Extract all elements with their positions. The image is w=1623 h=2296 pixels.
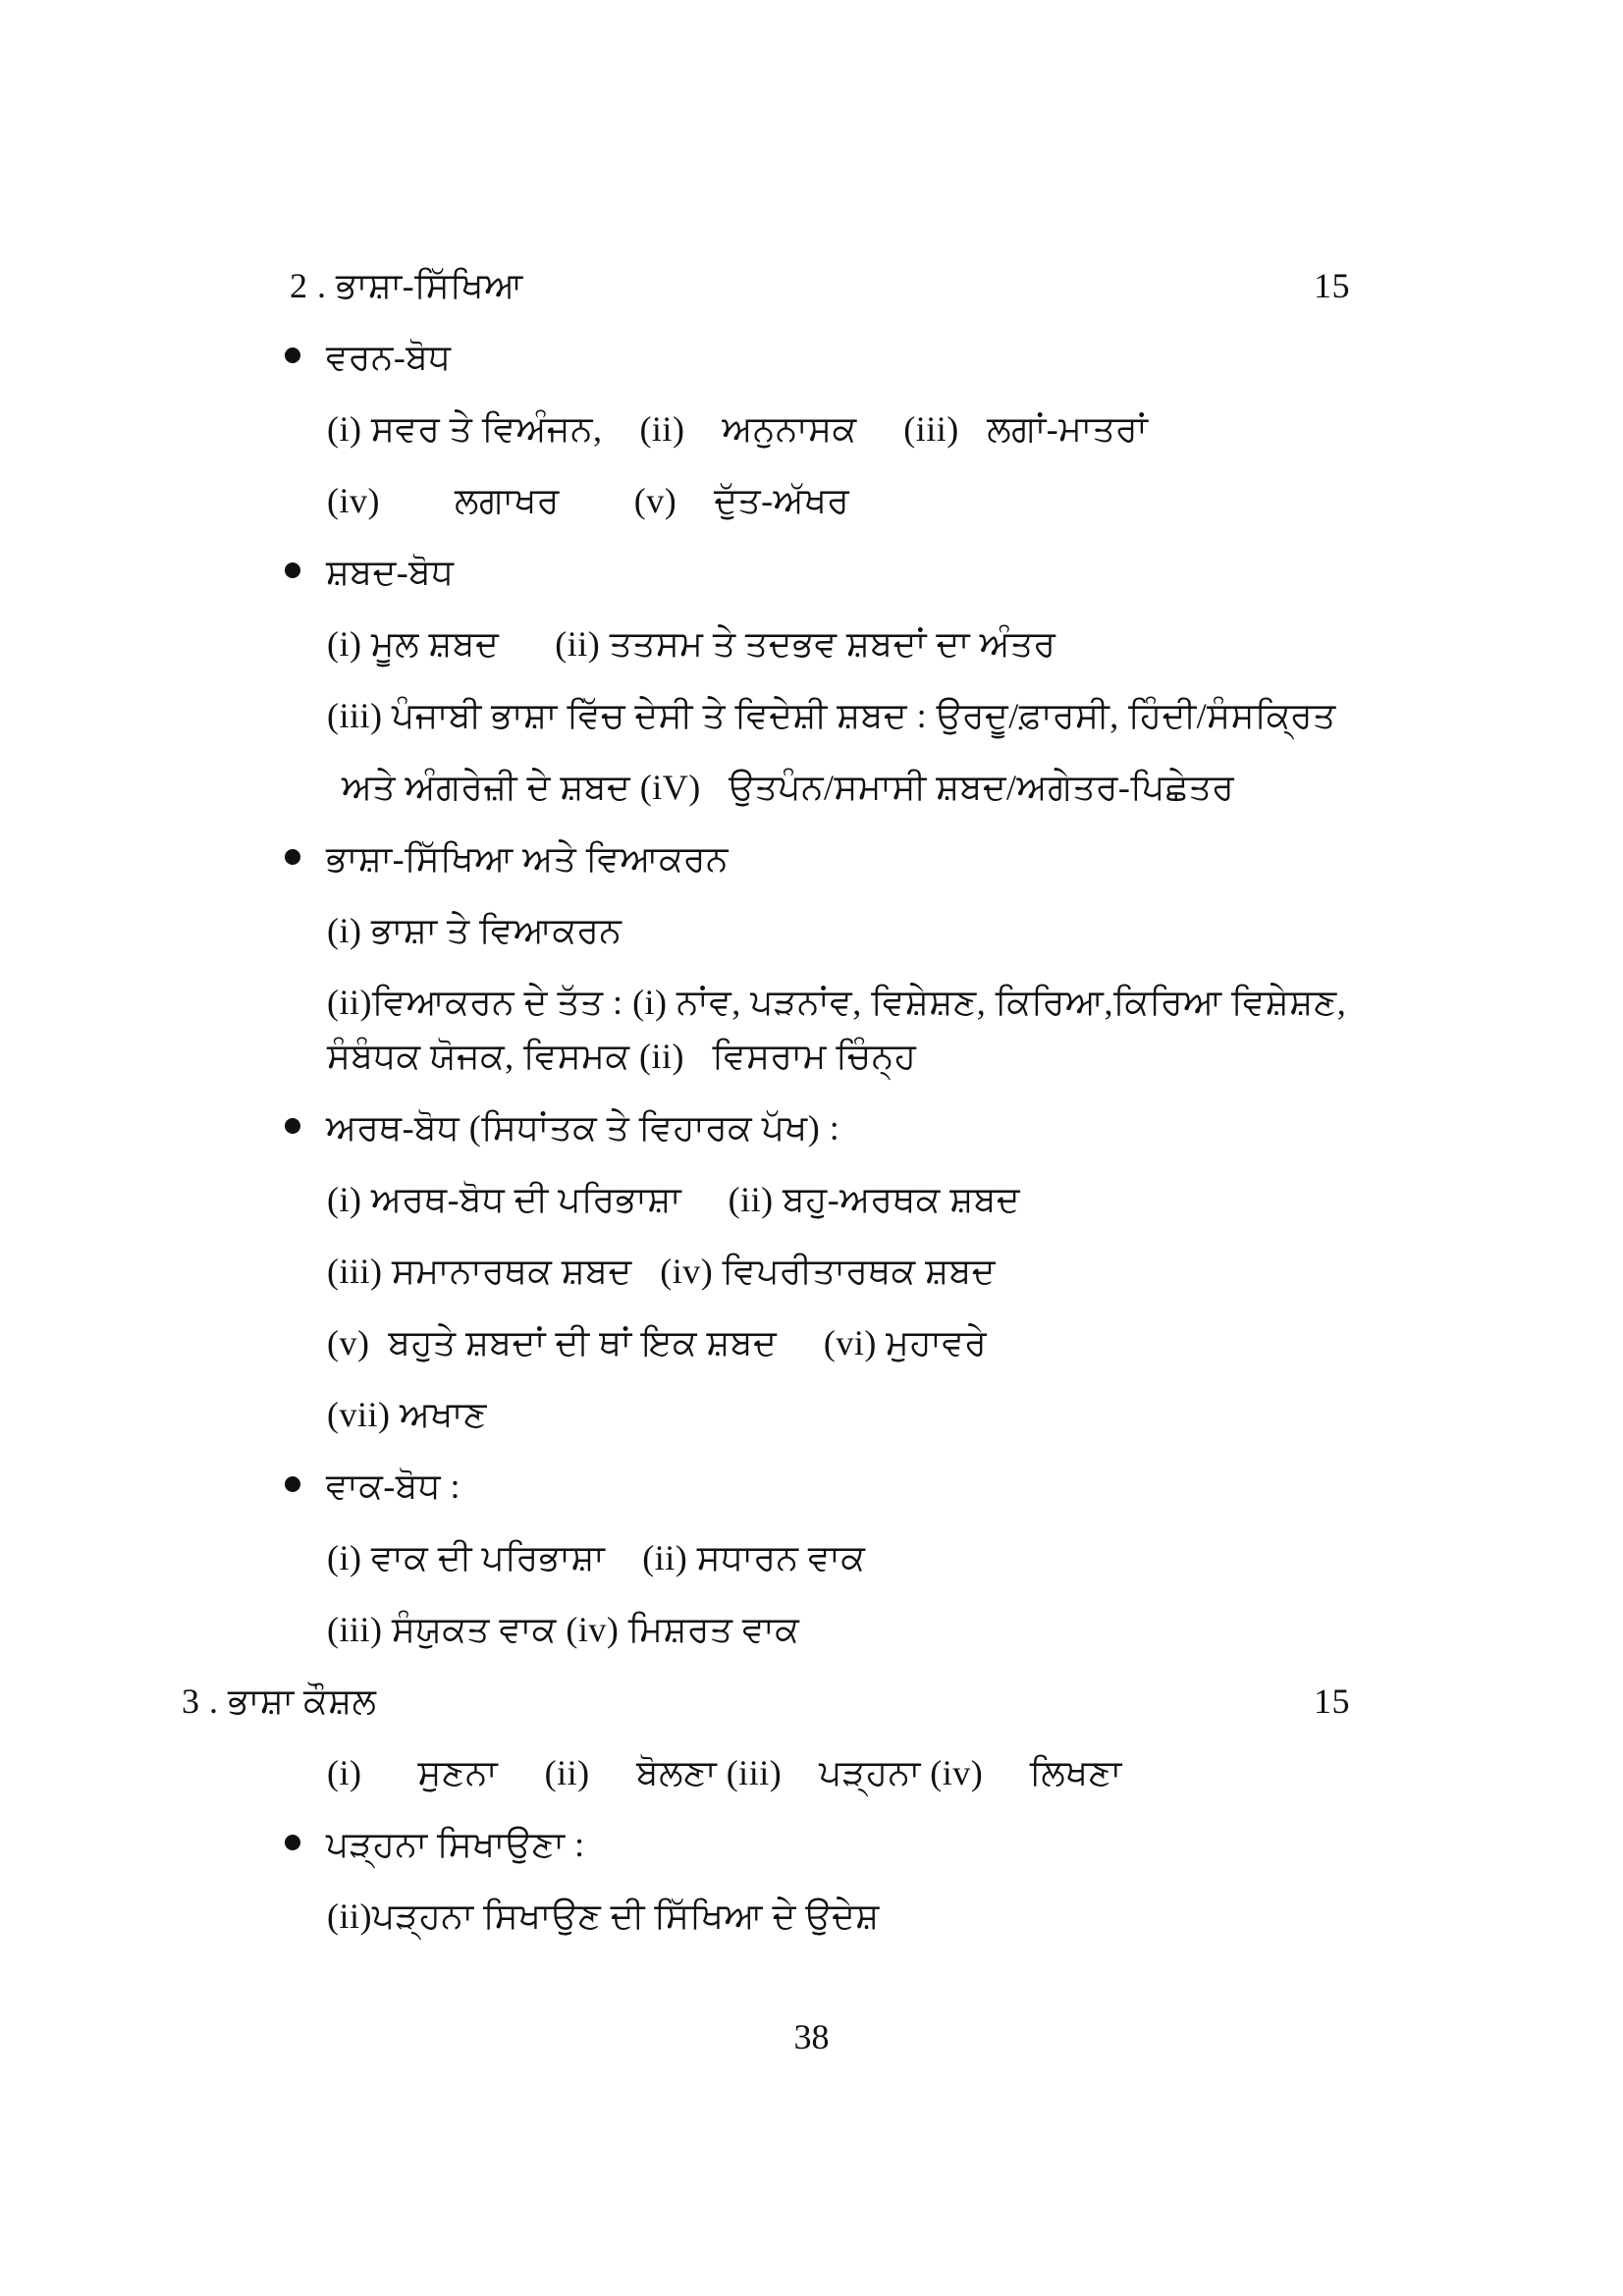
- line-text: 3 . ਭਾਸ਼ਾ ਕੌਸ਼ਲ: [182, 1682, 377, 1721]
- line-text: ਅਤੇ ਅੰਗਰੇਜ਼ੀ ਦੇ ਸ਼ਬਦ (iV) ਉਤਪੰਨ/ਸਮਾਸੀ ਸ਼ਬਦ/ਅਗੇਤਰ-ਪਿਛੇਤਰ: [342, 768, 1235, 807]
- line-text: (v) ਬਹੁਤੇ ਸ਼ਬਦਾਂ ਦੀ ਥਾਂ ਇਕ ਸ਼ਬਦ (vi) ਮੁਹਾਵਰੇ: [327, 1323, 988, 1362]
- sub-item: [0, 1392, 1623, 1437]
- line-text: ਅਰਥ-ਬੋਧ (ਸਿਧਾਂਤਕ ਤੇ ਵਿਹਾਰਕ ਪੱਖ) :: [326, 1108, 840, 1148]
- line-text: (i) ਸਵਰ ਤੇ ਵਿਅੰਜਨ, (ii) ਅਨੁਨਾਸਕ (iii) ਲਗਾਂ-ਮਾਤਰਾਂ: [327, 409, 1149, 449]
- line-text: (ii)ਵਿਆਕਰਨ ਦੇ ਤੱਤ : (i) ਨਾਂਵ, ਪੜਨਾਂਵ, ਵਿਸ਼ੇਸ਼ਣ, ਕਿਰਿਆ,ਕਿਰਿਆ ਵਿਸ਼ੇਸ਼ਣ,: [327, 983, 1347, 1022]
- section-heading: [0, 1679, 1623, 1724]
- line-text: ਪੜ੍ਹਨਾ ਸਿਖਾਉਣਾ :: [326, 1825, 585, 1864]
- line-text: ਭਾਸ਼ਾ-ਸਿੱਖਿਆ ਅਤੇ ਵਿਆਕਰਨ: [326, 839, 729, 879]
- section-heading: [0, 263, 1623, 308]
- marks-value: 15: [1314, 1682, 1350, 1721]
- page-number: 38: [793, 2017, 830, 2056]
- sub-item: [0, 1535, 1623, 1580]
- line-text: (iii) ਸੰਯੁਕਤ ਵਾਕ (iv) ਮਿਸ਼ਰਤ ਵਾਕ: [327, 1610, 800, 1649]
- continuation-line: [0, 1034, 1623, 1079]
- marks-value: 15: [1314, 266, 1350, 305]
- line-text: ਸ਼ਬਦ-ਬੋਧ: [326, 553, 455, 592]
- sub-item: [0, 406, 1623, 452]
- sub-item: [0, 980, 1623, 1025]
- bullet-dot-icon: [285, 1118, 300, 1134]
- bullet-dot-icon: [285, 849, 300, 865]
- sub-item: [0, 908, 1623, 953]
- line-text: (iii) ਪੰਜਾਬੀ ਭਾਸ਼ਾ ਵਿੱਚ ਦੇਸੀ ਤੇ ਵਿਦੇਸ਼ੀ ਸ਼ਬਦ : ਉਰਦੂ/ਫ਼ਾਰਸੀ, ਹਿੰਦੀ/ਸੰਸਕ੍ਰਿਤ: [327, 696, 1336, 735]
- bullet-dot-icon: [285, 347, 300, 363]
- sub-item: [0, 693, 1623, 738]
- bullet-item: [0, 335, 1623, 380]
- line-text: 2 . ਭਾਸ਼ਾ-ਸਿੱਖਿਆ: [290, 266, 523, 305]
- bullet-item: [0, 1464, 1623, 1509]
- line-text: ਵਰਨ-ਬੋਧ: [326, 338, 452, 377]
- line-text: (i) ਭਾਸ਼ਾ ਤੇ ਵਿਆਕਰਨ: [327, 911, 622, 950]
- sub-item: [0, 1750, 1623, 1795]
- bullet-item: [0, 1105, 1623, 1150]
- sub-item: [0, 478, 1623, 523]
- sub-item: [0, 1249, 1623, 1294]
- line-text: (i) ਅਰਥ-ਬੋਧ ਦੀ ਪਰਿਭਾਸ਼ਾ (ii) ਬਹੁ-ਅਰਥਕ ਸ਼ਬਦ: [327, 1180, 1021, 1219]
- sub-item: [0, 1320, 1623, 1365]
- bullet-dot-icon: [285, 1835, 300, 1850]
- bullet-item: [0, 1822, 1623, 1867]
- line-text: (iv) ਲਗਾਖਰ (v) ਦੁੱਤ-ਅੱਖਰ: [327, 481, 850, 520]
- bullet-item: [0, 836, 1623, 881]
- sub-item: [0, 1894, 1623, 1939]
- line-text: (i) ਵਾਕ ਦੀ ਪਰਿਭਾਸ਼ਾ (ii) ਸਧਾਰਨ ਵਾਕ: [327, 1538, 866, 1577]
- sub-item: [0, 621, 1623, 667]
- bullet-dot-icon: [285, 562, 300, 578]
- line-text: (iii) ਸਮਾਨਾਰਥਕ ਸ਼ਬਦ (iv) ਵਿਪਰੀਤਾਰਥਕ ਸ਼ਬਦ: [327, 1252, 996, 1291]
- line-text: ਸੰਬੰਧਕ ਯੋਜਕ, ਵਿਸਮਕ (ii) ਵਿਸਰਾਮ ਚਿੰਨ੍ਹ: [327, 1037, 917, 1076]
- line-text: (vii) ਅਖਾਣ: [327, 1395, 487, 1434]
- bullet-item: [0, 550, 1623, 595]
- sub-item: [0, 1607, 1623, 1652]
- syllabus-outline: [0, 263, 1623, 1965]
- sub-item: [0, 765, 1623, 810]
- line-text: (i) ਸੁਣਨਾ (ii) ਬੋਲਣਾ (iii) ਪੜ੍ਹਨਾ (iv) ਲਿਖਣਾ: [327, 1753, 1122, 1792]
- line-text: (ii)ਪੜ੍ਹਨਾ ਸਿਖਾਉਣ ਦੀ ਸਿੱਖਿਆ ਦੇ ਉਦੇਸ਼: [327, 1896, 880, 1936]
- sub-item: [0, 1177, 1623, 1222]
- line-text: (i) ਮੂਲ ਸ਼ਬਦ (ii) ਤਤਸਮ ਤੇ ਤਦਭਵ ਸ਼ਬਦਾਂ ਦਾ ਅੰਤਰ: [327, 624, 1056, 664]
- bullet-dot-icon: [285, 1476, 300, 1492]
- line-text: ਵਾਕ-ਬੋਧ :: [326, 1467, 461, 1506]
